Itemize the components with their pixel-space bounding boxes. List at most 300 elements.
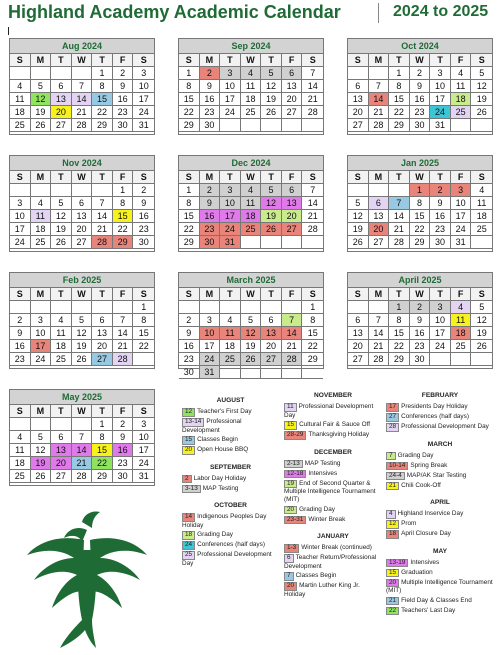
day-cell: 8: [179, 197, 200, 210]
day-cell: 2: [200, 67, 221, 80]
legend-date-tag: 15: [284, 421, 297, 430]
calendar-header: [0, 0, 500, 26]
day-cell: 31: [430, 119, 451, 132]
day-cell: 4: [10, 431, 31, 444]
day-cell: 7: [302, 184, 323, 197]
day-cell: 15: [302, 327, 323, 340]
empty-day-cell: [51, 301, 72, 314]
day-cell: 15: [92, 444, 113, 457]
month-name: Dec 2024: [179, 156, 323, 171]
legend-event-text: Teacher Return/Professional Development: [284, 554, 377, 570]
day-cell: 10: [220, 80, 241, 93]
day-cell: 18: [10, 106, 31, 119]
legend-event-text: Chili Cook-Off: [401, 481, 441, 489]
legend-date-tag: 21: [386, 482, 399, 491]
legend-event-text: Professional Development: [182, 418, 242, 434]
day-cell: 29: [92, 119, 113, 132]
day-cell: 26: [261, 223, 282, 236]
weekday-header: S: [10, 171, 31, 184]
month-grid: [348, 288, 492, 366]
legend-item: [386, 569, 494, 578]
legend-month-title: FEBRUARY: [421, 392, 459, 399]
month-name: Nov 2024: [10, 156, 154, 171]
day-cell: 13: [51, 93, 72, 106]
day-cell: 24: [220, 223, 241, 236]
empty-day-cell: [302, 119, 323, 132]
day-cell: 26: [471, 106, 492, 119]
empty-day-cell: [348, 301, 369, 314]
weekday-header: M: [31, 54, 52, 67]
weekday-header: S: [302, 171, 323, 184]
day-cell: 14: [389, 210, 410, 223]
weekday-header: S: [179, 54, 200, 67]
day-cell: 11: [241, 80, 262, 93]
legend-item: [386, 462, 494, 471]
legend-event-text: Grading Day: [397, 451, 434, 459]
month-name: Sep 2024: [179, 39, 323, 54]
legend-date-tag: 20: [386, 579, 399, 588]
day-cell: 8: [133, 314, 154, 327]
day-cell: 30: [113, 119, 134, 132]
month-nov-2024: [9, 155, 155, 252]
day-cell: 23: [200, 106, 221, 119]
weekday-header: S: [471, 54, 492, 67]
day-cell: 12: [241, 327, 262, 340]
weekday-header: S: [10, 288, 31, 301]
empty-day-cell: [31, 418, 52, 431]
weekday-header: T: [51, 54, 72, 67]
empty-day-cell: [369, 67, 390, 80]
legend-item: [284, 516, 382, 525]
empty-day-cell: [220, 119, 241, 132]
legend-date-tag: 18: [182, 531, 195, 540]
day-cell: 6: [282, 67, 303, 80]
day-cell: 3: [133, 418, 154, 431]
day-cell: 20: [369, 223, 390, 236]
legend-event-text: Grading Day: [197, 531, 233, 538]
day-cell: 31: [133, 470, 154, 483]
day-cell: 5: [31, 80, 52, 93]
day-cell: 20: [282, 210, 303, 223]
day-cell: 18: [31, 223, 52, 236]
day-cell: 31: [220, 236, 241, 249]
day-cell: 4: [241, 67, 262, 80]
legend-date-tag: 7: [386, 452, 396, 461]
day-cell: 19: [348, 223, 369, 236]
weekday-header: T: [92, 288, 113, 301]
day-cell: 24: [10, 236, 31, 249]
legend-month-title: AUGUST: [216, 397, 245, 404]
day-cell: 22: [92, 457, 113, 470]
legend-date-tag: 14: [182, 513, 195, 522]
weekday-header: W: [72, 405, 93, 418]
legend-item: [386, 403, 494, 412]
weekday-header: S: [179, 288, 200, 301]
legend-date-tag: 12: [182, 408, 195, 417]
legend-event-text: Open House BBQ: [197, 446, 249, 453]
day-cell: 14: [113, 327, 134, 340]
empty-day-cell: [389, 184, 410, 197]
day-cell: 22: [410, 223, 431, 236]
day-cell: 28: [72, 119, 93, 132]
weekday-header: T: [92, 54, 113, 67]
day-cell: 12: [31, 444, 52, 457]
weekday-header: T: [389, 171, 410, 184]
month-grid: [179, 54, 323, 132]
day-cell: 26: [471, 340, 492, 353]
day-cell: 17: [220, 93, 241, 106]
day-cell: 12: [72, 327, 93, 340]
legend-item: [386, 520, 494, 529]
day-cell: 4: [241, 184, 262, 197]
day-cell: 16: [113, 93, 134, 106]
day-cell: 24: [31, 353, 52, 366]
legend-event-text: Professional Development Day: [401, 423, 489, 430]
day-cell: 4: [10, 80, 31, 93]
month-may-2025: [9, 389, 155, 486]
legend-item: [182, 485, 279, 494]
day-cell: 27: [92, 353, 113, 366]
day-cell: 13: [348, 327, 369, 340]
legend-date-tag: 13-19: [386, 559, 408, 568]
day-cell: 27: [369, 236, 390, 249]
weekday-header: W: [241, 288, 262, 301]
legend-item: [182, 541, 279, 550]
day-cell: 1: [389, 301, 410, 314]
weekday-header: S: [179, 171, 200, 184]
day-cell: 11: [451, 314, 472, 327]
legend-event-text: Highland Inservice Day: [397, 510, 464, 517]
weekday-header: F: [451, 288, 472, 301]
day-cell: 11: [10, 93, 31, 106]
month-name: April 2025: [348, 273, 492, 288]
day-cell: 8: [92, 431, 113, 444]
day-cell: 21: [389, 223, 410, 236]
day-cell: 27: [348, 119, 369, 132]
empty-day-cell: [31, 184, 52, 197]
day-cell: 16: [133, 210, 154, 223]
legend-event-text: Winter Break (continued): [301, 544, 372, 551]
legend-date-tag: 15: [386, 569, 399, 578]
empty-day-cell: [72, 67, 93, 80]
day-cell: 15: [410, 210, 431, 223]
day-cell: 8: [179, 80, 200, 93]
legend-item: [182, 513, 279, 530]
weekday-header: S: [302, 288, 323, 301]
legend-event-text: Conferences (half days): [401, 413, 469, 420]
legend-date-tag: 7: [284, 572, 294, 581]
weekday-header: S: [471, 171, 492, 184]
weekday-header: F: [282, 54, 303, 67]
legend-date-tag: 4: [386, 510, 396, 519]
day-cell: 5: [471, 301, 492, 314]
legend-event-text: Classes Begin: [295, 572, 337, 579]
day-cell: 9: [200, 80, 221, 93]
empty-day-cell: [72, 418, 93, 431]
day-cell: 17: [430, 93, 451, 106]
legend-item: [284, 470, 382, 479]
legend-date-tag: 24: [182, 541, 195, 550]
empty-day-cell: [471, 236, 492, 249]
legend-item: [284, 506, 382, 515]
legend-date-tag: 3-13: [182, 485, 201, 494]
day-cell: 12: [31, 93, 52, 106]
day-cell: 12: [348, 210, 369, 223]
day-cell: 4: [451, 301, 472, 314]
legend-item: [386, 423, 494, 432]
legend-date-tag: 19: [284, 480, 297, 489]
day-cell: 3: [220, 67, 241, 80]
weekday-header: T: [51, 405, 72, 418]
legend-item: [182, 408, 279, 417]
day-cell: 7: [302, 67, 323, 80]
weekday-header: T: [389, 54, 410, 67]
empty-day-cell: [200, 301, 221, 314]
empty-day-cell: [51, 418, 72, 431]
day-cell: 24: [451, 223, 472, 236]
day-cell: 19: [72, 340, 93, 353]
day-cell: 12: [51, 210, 72, 223]
day-cell: 8: [92, 80, 113, 93]
legend-item: [284, 460, 382, 469]
empty-day-cell: [451, 353, 472, 366]
day-cell: 28: [113, 353, 134, 366]
empty-day-cell: [282, 366, 303, 379]
day-cell: 10: [430, 80, 451, 93]
day-cell: 21: [369, 106, 390, 119]
month-grid: [179, 288, 323, 379]
day-cell: 8: [302, 314, 323, 327]
weekday-header: T: [92, 171, 113, 184]
day-cell: 2: [179, 314, 200, 327]
day-cell: 6: [51, 80, 72, 93]
day-cell: 1: [179, 67, 200, 80]
day-cell: 19: [471, 327, 492, 340]
legend-item: [284, 544, 382, 553]
day-cell: 8: [113, 197, 134, 210]
day-cell: 28: [282, 353, 303, 366]
day-cell: 26: [72, 353, 93, 366]
month-april-2025: [347, 272, 493, 369]
legend-item: [386, 597, 494, 606]
legend-date-tag: 13-14: [182, 418, 204, 427]
month-grid: [10, 405, 154, 483]
day-cell: 13: [348, 93, 369, 106]
day-cell: 4: [451, 67, 472, 80]
day-cell: 9: [113, 431, 134, 444]
day-cell: 11: [10, 444, 31, 457]
day-cell: 25: [471, 223, 492, 236]
weekday-header: F: [282, 171, 303, 184]
month-name: Jan 2025: [348, 156, 492, 171]
weekday-header: M: [31, 171, 52, 184]
legend-item: [386, 579, 494, 596]
month-grid: [10, 54, 154, 132]
day-cell: 19: [261, 93, 282, 106]
empty-day-cell: [113, 301, 134, 314]
weekday-header: S: [471, 288, 492, 301]
day-cell: 13: [72, 210, 93, 223]
day-cell: 20: [51, 106, 72, 119]
day-cell: 16: [430, 210, 451, 223]
day-cell: 28: [72, 470, 93, 483]
day-cell: 17: [133, 444, 154, 457]
day-cell: 26: [31, 470, 52, 483]
day-cell: 29: [92, 470, 113, 483]
day-cell: 15: [179, 93, 200, 106]
legend-month-title: OCTOBER: [214, 502, 247, 509]
day-cell: 29: [410, 236, 431, 249]
day-cell: 21: [369, 340, 390, 353]
legend-item: [386, 472, 494, 481]
day-cell: 2: [200, 184, 221, 197]
day-cell: 25: [220, 353, 241, 366]
day-cell: 10: [10, 210, 31, 223]
day-cell: 1: [179, 184, 200, 197]
day-cell: 19: [241, 340, 262, 353]
day-cell: 14: [92, 210, 113, 223]
legend-event-text: Professional Development Day: [182, 551, 272, 567]
day-cell: 11: [471, 197, 492, 210]
legend-month-title: DECEMBER: [314, 448, 352, 456]
day-cell: 5: [51, 197, 72, 210]
day-cell: 18: [471, 210, 492, 223]
day-cell: 3: [430, 301, 451, 314]
day-cell: 21: [282, 340, 303, 353]
weekday-header: W: [241, 54, 262, 67]
day-cell: 28: [302, 106, 323, 119]
day-cell: 1: [92, 418, 113, 431]
weekday-header: W: [241, 171, 262, 184]
empty-day-cell: [220, 366, 241, 379]
legend-section-april: [386, 499, 494, 539]
empty-day-cell: [31, 67, 52, 80]
day-cell: 12: [261, 197, 282, 210]
month-march-2025: [178, 272, 324, 377]
day-cell: 29: [179, 236, 200, 249]
day-cell: 3: [133, 67, 154, 80]
weekday-header: M: [200, 171, 221, 184]
day-cell: 17: [451, 210, 472, 223]
weekday-header: M: [369, 171, 390, 184]
day-cell: 14: [282, 327, 303, 340]
legend-date-tag: 25: [182, 551, 195, 560]
empty-day-cell: [10, 418, 31, 431]
legend-event-text: Teachers' Last Day: [401, 606, 456, 614]
day-cell: 17: [10, 223, 31, 236]
day-cell: 5: [261, 67, 282, 80]
day-cell: 24: [133, 106, 154, 119]
day-cell: 20: [92, 340, 113, 353]
weekday-header: W: [410, 288, 431, 301]
day-cell: 5: [31, 431, 52, 444]
day-cell: 21: [113, 340, 134, 353]
legend-event-text: Prom: [401, 520, 417, 527]
day-cell: 17: [220, 210, 241, 223]
day-cell: 29: [302, 353, 323, 366]
empty-day-cell: [241, 301, 262, 314]
legend-item: [284, 421, 382, 430]
weekday-header: T: [220, 171, 241, 184]
month-name: March 2025: [179, 273, 323, 288]
day-cell: 30: [133, 236, 154, 249]
day-cell: 5: [471, 67, 492, 80]
legend-event-text: End of Second Quarter & Multiple Intelligence Tournament (MIT): [284, 479, 376, 503]
weekday-header: M: [31, 288, 52, 301]
day-cell: 13: [369, 210, 390, 223]
day-cell: 7: [369, 80, 390, 93]
day-cell: 6: [261, 314, 282, 327]
day-cell: 1: [410, 184, 431, 197]
day-cell: 25: [10, 470, 31, 483]
day-cell: 28: [92, 236, 113, 249]
legend-event-text: Indigenous Peoples Day Holiday: [182, 513, 267, 529]
legend-date-tag: 10-14: [386, 462, 408, 471]
weekday-header: M: [31, 405, 52, 418]
day-cell: 3: [430, 67, 451, 80]
day-cell: 1: [133, 301, 154, 314]
empty-day-cell: [282, 119, 303, 132]
day-cell: 18: [451, 327, 472, 340]
empty-day-cell: [369, 301, 390, 314]
day-cell: 9: [410, 314, 431, 327]
day-cell: 20: [348, 106, 369, 119]
day-cell: 29: [113, 236, 134, 249]
day-cell: 3: [451, 184, 472, 197]
day-cell: 24: [430, 340, 451, 353]
legend-date-tag: 20: [284, 582, 297, 591]
day-cell: 23: [133, 223, 154, 236]
day-cell: 30: [113, 470, 134, 483]
weekday-header: S: [10, 54, 31, 67]
legend-date-tag: 11: [284, 403, 297, 412]
month-grid: [10, 171, 154, 249]
weekday-header: F: [451, 171, 472, 184]
weekday-header: F: [113, 171, 134, 184]
day-cell: 20: [282, 93, 303, 106]
day-cell: 14: [72, 93, 93, 106]
day-cell: 26: [241, 353, 262, 366]
day-cell: 22: [133, 340, 154, 353]
legend-date-tag: 15: [182, 436, 195, 445]
weekday-header: W: [72, 288, 93, 301]
day-cell: 11: [31, 210, 52, 223]
day-cell: 5: [261, 184, 282, 197]
weekday-header: S: [133, 405, 154, 418]
weekday-header: T: [430, 171, 451, 184]
day-cell: 27: [261, 353, 282, 366]
day-cell: 7: [113, 314, 134, 327]
day-cell: 9: [430, 197, 451, 210]
day-cell: 23: [113, 457, 134, 470]
legend-event-text: MAP Testing: [202, 484, 239, 492]
day-cell: 14: [302, 197, 323, 210]
day-cell: 31: [451, 236, 472, 249]
day-cell: 2: [430, 184, 451, 197]
day-cell: 7: [282, 314, 303, 327]
legend-item: [182, 551, 279, 568]
day-cell: 18: [241, 93, 262, 106]
legend-event-text: Winter Break: [308, 515, 346, 523]
title-divider: [378, 3, 379, 23]
day-cell: 11: [51, 327, 72, 340]
day-cell: 15: [389, 327, 410, 340]
legend-col-3: [386, 392, 494, 617]
legend-date-tag: 2-13: [284, 460, 303, 469]
day-cell: 6: [348, 80, 369, 93]
weekday-header: T: [389, 288, 410, 301]
day-cell: 27: [282, 106, 303, 119]
